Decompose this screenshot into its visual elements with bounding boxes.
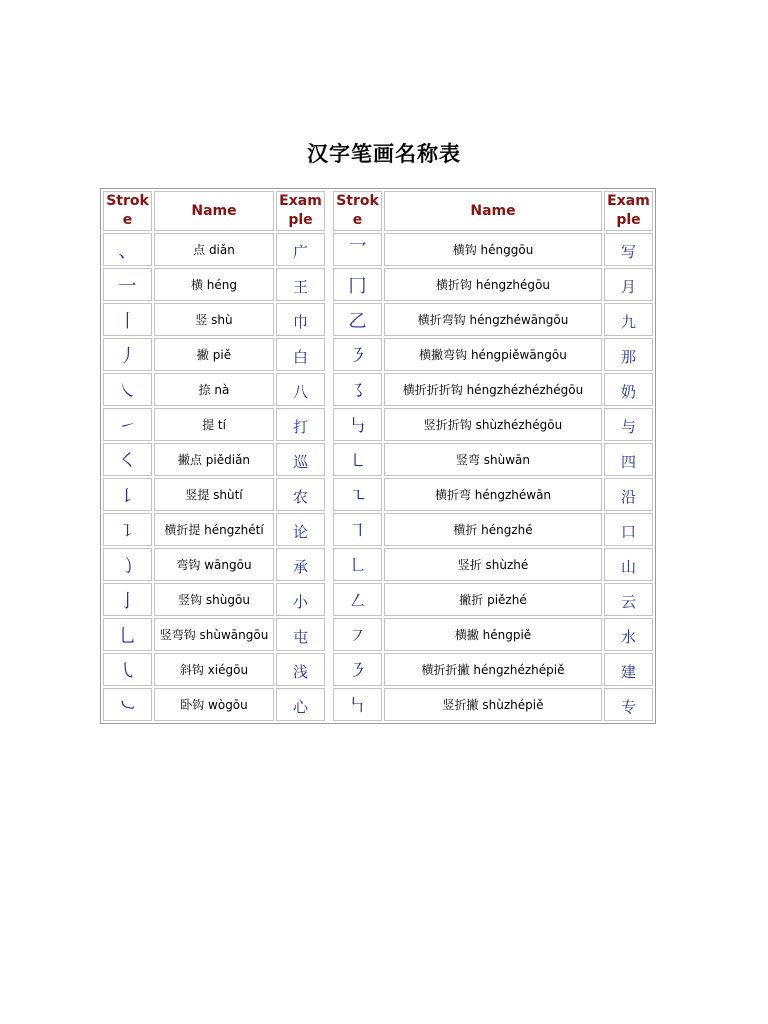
table-row	[103, 303, 653, 336]
stroke-name-right: 横折钩 héngzhégōu	[384, 268, 602, 301]
column-gap	[327, 618, 331, 651]
table-row	[103, 688, 653, 721]
table-row	[103, 373, 653, 406]
table-row	[103, 338, 653, 371]
example-char-left: 心	[276, 688, 325, 721]
stroke-name-left: 竖弯钩 shùwāngōu	[154, 618, 274, 651]
stroke-glyph-left: ㇂	[103, 653, 152, 686]
stroke-name-left: 提 tí	[154, 408, 274, 441]
table-body	[103, 233, 653, 721]
example-char-right: 山	[604, 548, 653, 581]
stroke-glyph-right: ㇜	[333, 583, 382, 616]
example-char-right: 建	[604, 653, 653, 686]
stroke-glyph-left: ㇙	[103, 478, 152, 511]
stroke-name-right: 撇折 piězhé	[384, 583, 602, 616]
column-gap	[327, 191, 331, 231]
example-char-left: 小	[276, 583, 325, 616]
header-example-right: Exam ple	[604, 191, 653, 231]
table-row	[103, 548, 653, 581]
example-char-right: 月	[604, 268, 653, 301]
table-row	[103, 653, 653, 686]
example-char-right: 与	[604, 408, 653, 441]
stroke-glyph-left: 丨	[103, 303, 152, 336]
stroke-name-right: 横折弯钩 héngzhéwāngōu	[384, 303, 602, 336]
header-row	[103, 191, 653, 231]
example-char-right: 奶	[604, 373, 653, 406]
stroke-name-right: 横钩 hénggōu	[384, 233, 602, 266]
example-char-left: 农	[276, 478, 325, 511]
stroke-name-left: 竖提 shùtí	[154, 478, 274, 511]
table-row	[103, 268, 653, 301]
stroke-name-left: 弯钩 wāngōu	[154, 548, 274, 581]
stroke-name-right: 横折折折钩 héngzhézhézhégōu	[384, 373, 602, 406]
column-gap	[327, 373, 331, 406]
example-char-right: 沿	[604, 478, 653, 511]
stroke-glyph-left: ㇀	[103, 408, 152, 441]
stroke-glyph-right: ㇕	[333, 513, 382, 546]
table-row	[103, 233, 653, 266]
page-title: 汉字笔画名称表	[307, 141, 461, 166]
stroke-glyph-right: 冂	[333, 268, 382, 301]
example-char-left: 打	[276, 408, 325, 441]
stroke-glyph-right: ㇗	[333, 548, 382, 581]
stroke-name-right: 竖折折钩 shùzhézhégōu	[384, 408, 602, 441]
stroke-name-left: 点 diǎn	[154, 233, 274, 266]
example-char-right: 九	[604, 303, 653, 336]
example-char-left: 浅	[276, 653, 325, 686]
stroke-glyph-left: ㇁	[103, 548, 152, 581]
stroke-glyph-right: ㇞	[333, 688, 382, 721]
column-gap	[327, 583, 331, 616]
stroke-name-left: 横 héng	[154, 268, 274, 301]
example-char-left: 白	[276, 338, 325, 371]
table-row	[103, 618, 653, 651]
stroke-glyph-right: ㇋	[333, 653, 382, 686]
table-row	[103, 478, 653, 511]
stroke-name-right: 竖折 shùzhé	[384, 548, 602, 581]
stroke-name-left: 竖 shù	[154, 303, 274, 336]
example-char-left: 论	[276, 513, 325, 546]
stroke-name-left: 撇 piě	[154, 338, 274, 371]
example-char-left: 巡	[276, 443, 325, 476]
stroke-name-left: 斜钩 xiégōu	[154, 653, 274, 686]
example-char-right: 四	[604, 443, 653, 476]
stroke-name-right: 横撇 héngpiě	[384, 618, 602, 651]
column-gap	[327, 233, 331, 266]
stroke-glyph-right: ㇌	[333, 373, 382, 406]
column-gap	[327, 478, 331, 511]
stroke-glyph-left: ㇊	[103, 513, 152, 546]
column-gap	[327, 303, 331, 336]
header-example-left: Exam ple	[276, 191, 325, 231]
example-char-left: 屯	[276, 618, 325, 651]
stroke-glyph-left: 丿	[103, 338, 152, 371]
example-char-left: 承	[276, 548, 325, 581]
stroke-name-right: 横折弯 héngzhéwān	[384, 478, 602, 511]
stroke-name-right: 横撇弯钩 héngpiěwāngōu	[384, 338, 602, 371]
stroke-glyph-left: ㇛	[103, 443, 152, 476]
example-char-left: 八	[276, 373, 325, 406]
example-char-right: 水	[604, 618, 653, 651]
stroke-glyph-left: ㇃	[103, 688, 152, 721]
stroke-glyph-right: ㇉	[333, 408, 382, 441]
column-gap	[327, 548, 331, 581]
example-char-right: 云	[604, 583, 653, 616]
table-row	[103, 443, 653, 476]
column-gap	[327, 268, 331, 301]
stroke-name-left: 撇点 piědiǎn	[154, 443, 274, 476]
example-char-left: 巾	[276, 303, 325, 336]
header-stroke-left: Strok e	[103, 191, 152, 231]
table-row	[103, 583, 653, 616]
example-char-right: 写	[604, 233, 653, 266]
stroke-glyph-left: ㇏	[103, 373, 152, 406]
stroke-name-right: 竖弯 shùwān	[384, 443, 602, 476]
stroke-glyph-right: ㇍	[333, 478, 382, 511]
stroke-name-right: 竖折撇 shùzhépiě	[384, 688, 602, 721]
column-gap	[327, 338, 331, 371]
stroke-name-left: 横折提 héngzhétí	[154, 513, 274, 546]
header-name-right: Name	[384, 191, 602, 231]
table-row	[103, 408, 653, 441]
column-gap	[327, 513, 331, 546]
stroke-glyph-left: 、	[103, 233, 152, 266]
column-gap	[327, 653, 331, 686]
stroke-glyph-left: 一	[103, 268, 152, 301]
stroke-glyph-right: ㇇	[333, 618, 382, 651]
stroke-name-left: 卧钩 wògōu	[154, 688, 274, 721]
column-gap	[327, 688, 331, 721]
example-char-right: 口	[604, 513, 653, 546]
header-name-left: Name	[154, 191, 274, 231]
stroke-glyph-left: 乚	[103, 618, 152, 651]
stroke-table	[100, 188, 656, 724]
header-stroke-right: Strok e	[333, 191, 382, 231]
stroke-name-right: 横折折撇 héngzhézhépiě	[384, 653, 602, 686]
stroke-glyph-right: ㇋	[333, 338, 382, 371]
stroke-glyph-right: 乛	[333, 233, 382, 266]
example-char-right: 那	[604, 338, 653, 371]
stroke-glyph-right: ㇄	[333, 443, 382, 476]
stroke-name-right: 横折 héngzhé	[384, 513, 602, 546]
stroke-glyph-right: 乙	[333, 303, 382, 336]
example-char-left: 广	[276, 233, 325, 266]
stroke-name-left: 竖钩 shùgōu	[154, 583, 274, 616]
column-gap	[327, 408, 331, 441]
column-gap	[327, 443, 331, 476]
stroke-glyph-left: 亅	[103, 583, 152, 616]
example-char-right: 专	[604, 688, 653, 721]
stroke-name-left: 捺 nà	[154, 373, 274, 406]
example-char-left: 王	[276, 268, 325, 301]
table-row	[103, 513, 653, 546]
